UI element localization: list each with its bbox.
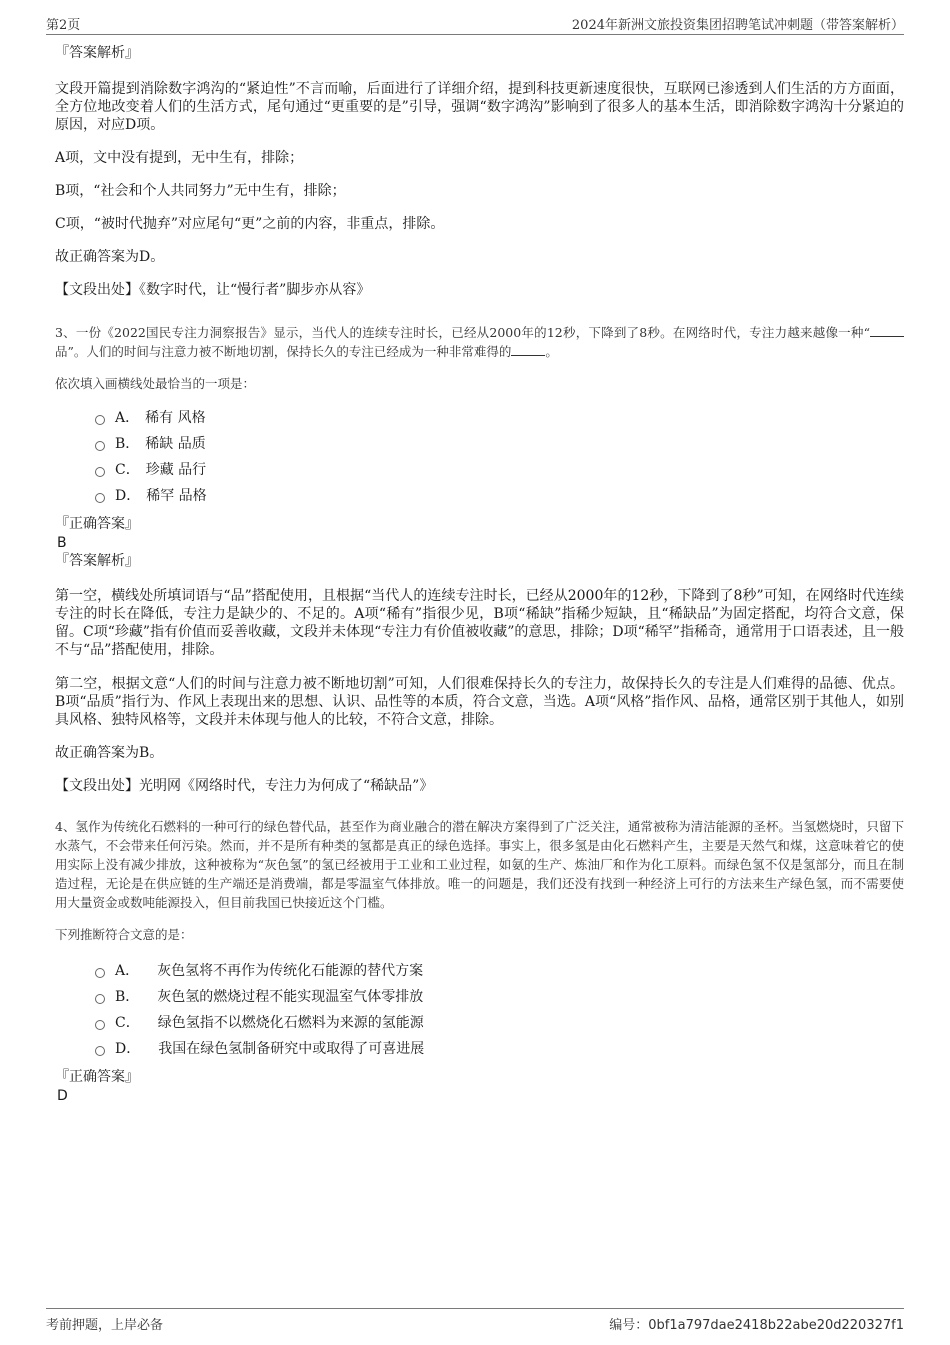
document-title: 2024年新洲文旅投资集团招聘笔试冲刺题（带答案解析）	[571, 18, 904, 33]
q3-options	[55, 405, 904, 509]
q3-correct-label: 『正确答案』	[55, 516, 139, 532]
q4-options	[55, 958, 904, 1062]
q4-option-b[interactable]: B． 灰色氢的燃烧过程不能实现温室气体零排放	[95, 984, 904, 1010]
q2-analysis-paragraph: 文段开篇提到消除数字鸿沟的“紧迫性”不言而喻，后面进行了详细介绍，提到科技更新速度很快，互联网已渗透到人们生活的方方面面，全方位地改变着人们的生活方式，尾句通过“更重要的是”引导，强调“数字鸿沟”影响到了很多人的基本生活，即消除数字鸿沟十分紧迫的原因，对应D项。	[55, 81, 904, 133]
q2-analysis-paragraph: B项，“社会和个人共同努力”无中生有，排除；	[55, 183, 346, 199]
q3-source: 【文段出处】光明网《网络时代，专注力为何成了“稀缺品”》	[55, 778, 434, 794]
q3-analysis-label: 『答案解析』	[55, 553, 139, 569]
q4-option-a[interactable]: A． 灰色氢将不再作为传统化石能源的替代方案	[95, 958, 904, 984]
q4-correct-label: 『正确答案』	[55, 1069, 139, 1085]
footer-slogan: 考前押题，上岸必备	[46, 1318, 164, 1333]
q4-option-d[interactable]: D． 我国在绿色氢制备研究中或取得了可喜进展	[95, 1036, 904, 1062]
q3-prompt: 依次填入画横线处最恰当的一项是：	[55, 376, 256, 391]
q2-conclusion: 故正确答案为D。	[55, 249, 165, 265]
radio-icon[interactable]	[95, 467, 105, 477]
q2-analysis-paragraph: C项，“被时代抛弃”对应尾句“更”之前的内容，非重点，排除。	[55, 216, 445, 232]
page-header	[46, 12, 904, 35]
q3-conclusion: 故正确答案为B。	[55, 745, 164, 761]
radio-icon[interactable]	[95, 994, 105, 1004]
q3-correct-answer: B	[57, 535, 67, 551]
page-number: 第2页	[46, 18, 81, 33]
radio-icon[interactable]	[95, 968, 105, 978]
q2-analysis-paragraph: A项，文中没有提到，无中生有，排除；	[55, 150, 304, 166]
radio-icon[interactable]	[95, 1046, 105, 1056]
q3-analysis-paragraph: 第二空，根据文意“人们的时间与注意力被不断地切割”可知，人们很难保持长久的专注力，故保持长久的专注是人们难得的品德、优点。B项“品质”指行为、作风上表现出来的思想、认识、品性等的本质，符合文意，当选。A项“风格”指作风、品格，通常区别于其他人，如别具风格、独特风格等，文段并未体现与他人的比较，不符合文意，排除。	[55, 676, 904, 728]
q4-correct-answer: D	[57, 1088, 68, 1104]
radio-icon[interactable]	[95, 415, 105, 425]
fill-blank	[870, 324, 904, 337]
q4-prompt: 下列推断符合文意的是：	[55, 927, 193, 942]
fill-blank	[511, 343, 545, 356]
footer-code: 编号：0bf1a797dae2418b22abe20d220327f1	[609, 1318, 904, 1333]
radio-icon[interactable]	[95, 441, 105, 451]
radio-icon[interactable]	[95, 1020, 105, 1030]
q3-option-b[interactable]: B． 稀缺 品质	[95, 431, 904, 457]
q3-option-a[interactable]: A． 稀有 风格	[95, 405, 904, 431]
q4-option-c[interactable]: C． 绿色氢指不以燃烧化石燃料为来源的氢能源	[95, 1010, 904, 1036]
page-content	[55, 44, 904, 1105]
q2-source: 【文段出处】《数字时代，让“慢行者”脚步亦从容》	[55, 282, 371, 298]
footer-divider	[46, 1308, 904, 1309]
radio-icon[interactable]	[95, 493, 105, 503]
q3-option-d[interactable]: D． 稀罕 品格	[95, 483, 904, 509]
q4-stem: 4、氢作为传统化石燃料的一种可行的绿色替代品，甚至作为商业融合的潜在解决方案得到了广泛关注，通常被称为清洁能源的圣杯。当氢燃烧时，只留下水蒸气，不会带来任何污染。然而，并不是所有种类的氢都是真正的绿色选择。事实上，很多氢是由化石燃料产生，主要是天然气和煤，这意味着它的使用实际上没有减少排放，这种被称为“灰色氢”的氢已经被用于工业和工业过程，如氨的生产、炼油厂和作为化工原料。而绿色氢不仅是氢部分，而且在制造过程，无论是在供应链的生产端还是消费端，都是零温室气体排放。唯一的问题是，我们还没有找到一种经济上可行的方法来生产绿色氢，而不需要使用大量资金或数吨能源投入，但目前我国已快接近这个门槛。	[55, 819, 904, 910]
q3-analysis-paragraph: 第一空，横线处所填词语与“品”搭配使用，且根据“当代人的连续专注时长，已经从2000年的12秒，下降到了8秒”可知，在网络时代连续专注的时长在降低，专注力是缺少的、不足的。A项“稀有”指很少见，B项“稀缺”指稀少短缺，且“稀缺品”为固定搭配，均符合文意，保留。C项“珍藏”指有价值而妥善收藏，文段并未体现“专注力有价值被收藏”的意思，排除；D项“稀罕”指稀奇，通常用于口语表述，且一般不与“品”搭配使用，排除。	[55, 588, 904, 658]
q3-stem: 3、一份《2022国民专注力洞察报告》显示，当代人的连续专注时长，已经从2000年的12秒，下降到了8秒。在网络时代，专注力越来越像一种“品”。人们的时间与注意力被不断地切割，保持长久的专注已经成为一种非常难得的 。	[55, 323, 904, 361]
document-code: 0bf1a797dae2418b22abe20d220327f1	[648, 1318, 904, 1333]
q3-option-c[interactable]: C． 珍藏 品行	[95, 457, 904, 483]
q2-analysis-label: 『答案解析』	[55, 45, 139, 61]
